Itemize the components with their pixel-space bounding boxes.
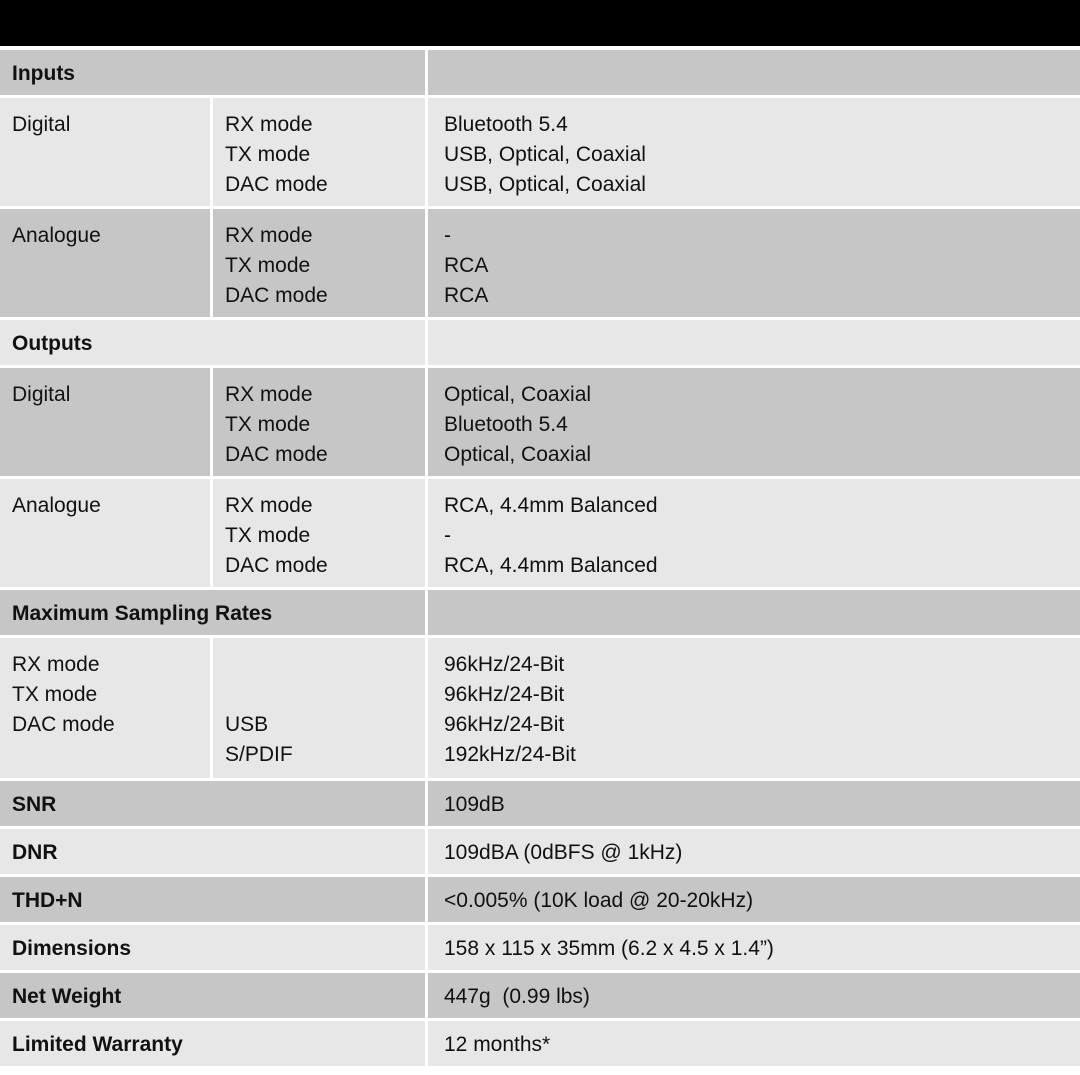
spec-row-inputs-analogue — [0, 209, 1080, 320]
mode-label: TX mode — [225, 143, 311, 166]
spec-value: Bluetooth 5.4 — [444, 113, 568, 136]
spec-value: 109dB — [428, 781, 1080, 829]
spec-value: Optical, Coaxial — [444, 443, 592, 466]
spec-value: USB, Optical, Coaxial — [444, 143, 646, 166]
spec-value: RCA, 4.4mm Balanced — [444, 554, 658, 577]
section-value-empty — [428, 50, 1080, 98]
value-list — [428, 98, 1080, 209]
spec-value: 96kHz/24-Bit — [444, 653, 565, 676]
mode-list — [213, 98, 428, 209]
spec-label: Net Weight — [0, 973, 428, 1021]
row-label: Analogue — [0, 479, 213, 590]
section-header-outputs — [0, 320, 1080, 368]
value-list — [428, 638, 1080, 781]
spec-value: USB, Optical, Coaxial — [444, 173, 646, 196]
spec-row-thdn — [0, 877, 1080, 925]
spec-label: THD+N — [0, 877, 428, 925]
mode-label: RX mode — [225, 383, 313, 406]
section-value-empty — [428, 590, 1080, 638]
row-label: Digital — [0, 98, 213, 209]
spec-row-snr — [0, 781, 1080, 829]
row-label: Analogue — [0, 209, 213, 320]
spec-value: Bluetooth 5.4 — [444, 413, 568, 436]
header-bar — [0, 0, 1080, 46]
mode-label: RX mode — [225, 494, 313, 517]
value-list — [428, 479, 1080, 590]
spec-label: SNR — [0, 781, 428, 829]
value-list — [428, 209, 1080, 320]
spec-value: - — [444, 224, 451, 247]
mode-label: DAC mode — [225, 554, 328, 577]
value-list — [428, 368, 1080, 479]
spec-table — [0, 50, 1080, 1069]
interface-label — [225, 650, 413, 680]
mode-label: RX mode — [225, 113, 313, 136]
spec-label: Limited Warranty — [0, 1021, 428, 1069]
mode-label: TX mode — [12, 683, 98, 706]
spec-value: 96kHz/24-Bit — [444, 713, 565, 736]
spec-value: - — [444, 524, 451, 547]
mode-label: TX mode — [225, 254, 311, 277]
spec-value: RCA, 4.4mm Balanced — [444, 494, 658, 517]
section-title: Outputs — [0, 320, 428, 368]
spec-value: 12 months* — [428, 1021, 1080, 1069]
section-title: Inputs — [0, 50, 428, 98]
row-label: Digital — [0, 368, 213, 479]
spec-row-dimensions — [0, 925, 1080, 973]
section-title: Maximum Sampling Rates — [0, 590, 428, 638]
spec-row-outputs-analogue — [0, 479, 1080, 590]
interface-label: S/PDIF — [225, 743, 293, 766]
spec-row-weight — [0, 973, 1080, 1021]
spec-value: RCA — [444, 284, 489, 307]
spec-value: 96kHz/24-Bit — [444, 683, 565, 706]
mode-list — [213, 368, 428, 479]
section-value-empty — [428, 320, 1080, 368]
mode-label: RX mode — [225, 224, 313, 247]
spec-value: Optical, Coaxial — [444, 383, 592, 406]
mode-list — [213, 479, 428, 590]
spec-value: RCA — [444, 254, 489, 277]
spec-label: Dimensions — [0, 925, 428, 973]
spec-value: 109dBA (0dBFS @ 1kHz) — [428, 829, 1080, 877]
spec-row-sampling-rates — [0, 638, 1080, 781]
mode-label: RX mode — [12, 653, 100, 676]
mode-label: DAC mode — [12, 713, 115, 736]
section-header-sampling — [0, 590, 1080, 638]
mode-list — [0, 638, 213, 781]
mode-label: DAC mode — [225, 443, 328, 466]
interface-label — [225, 680, 413, 710]
spec-row-inputs-digital — [0, 98, 1080, 209]
spec-value: 192kHz/24-Bit — [444, 743, 576, 766]
spec-row-outputs-digital — [0, 368, 1080, 479]
spec-value: 158 x 115 x 35mm (6.2 x 4.5 x 1.4”) — [428, 925, 1080, 973]
mode-label: TX mode — [225, 524, 311, 547]
interface-list — [213, 638, 428, 781]
mode-label: DAC mode — [225, 284, 328, 307]
spec-value: <0.005% (10K load @ 20-20kHz) — [428, 877, 1080, 925]
section-header-inputs — [0, 50, 1080, 98]
mode-list — [213, 209, 428, 320]
spec-value: 447g (0.99 lbs) — [428, 973, 1080, 1021]
spec-row-warranty — [0, 1021, 1080, 1069]
mode-label: DAC mode — [225, 173, 328, 196]
spec-row-dnr — [0, 829, 1080, 877]
spec-label: DNR — [0, 829, 428, 877]
interface-label: USB — [225, 713, 269, 736]
mode-label: TX mode — [225, 413, 311, 436]
